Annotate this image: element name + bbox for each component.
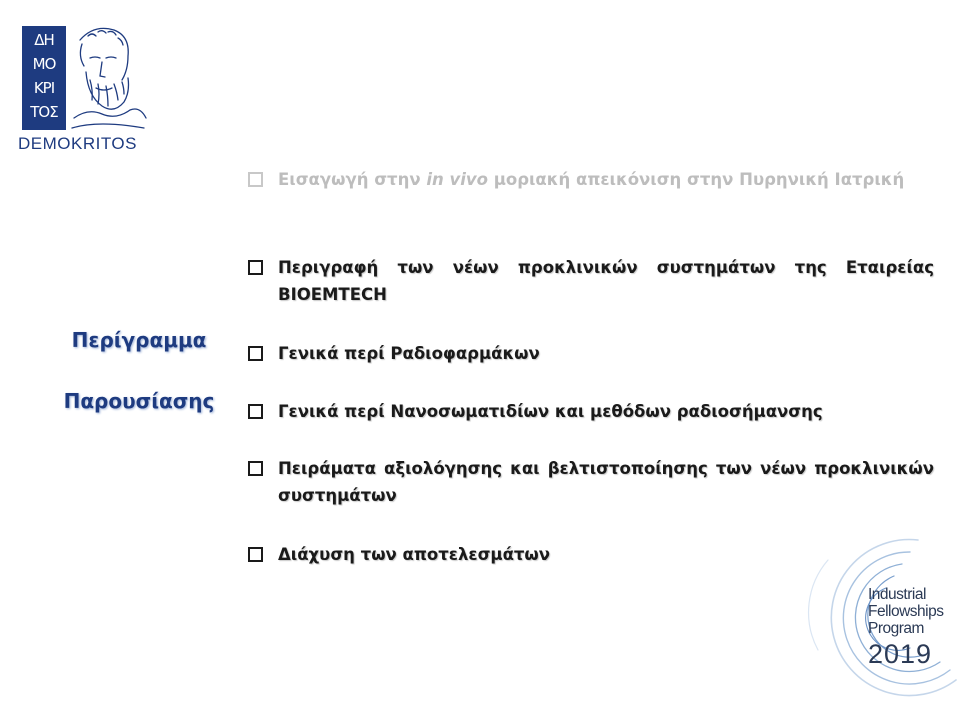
outline-item-text: Γενικά περί Νανοσωματιδίων και μεθόδων ραδιοσήμανσης xyxy=(278,402,823,421)
checkbox-bullet-icon xyxy=(248,260,263,275)
outline-item-text xyxy=(278,166,904,193)
outline-item-nanoparticles xyxy=(248,398,934,425)
outline-item-text: Γενικά περί Ραδιοφαρμάκων xyxy=(278,344,540,363)
logo-letters-row-2: ΜΟ xyxy=(32,55,56,73)
logo-letters-row-4: ΤΟΣ xyxy=(30,103,58,121)
demokritos-wordmark: DEMOKRITOS xyxy=(18,134,137,153)
section-title-line-2: Παρουσίασης xyxy=(63,389,215,413)
ifp-line-3: Program xyxy=(868,620,924,637)
logo-letters xyxy=(22,28,66,124)
ifp-line-1: Industrial xyxy=(868,586,926,603)
outline-item-text: Διάχυση των αποτελεσμάτων xyxy=(278,545,551,564)
outline-item-intro xyxy=(248,166,934,193)
logo-letters-row-1: ΔΗ xyxy=(34,31,54,49)
demokritos-logo xyxy=(18,22,148,152)
logo-letters-row-3: ΚΡΙ xyxy=(33,79,55,97)
outline-item-radiopharmaceuticals xyxy=(248,340,934,367)
outline-item-bioemtech xyxy=(248,254,934,308)
philosopher-bust-icon xyxy=(68,22,148,130)
outline-item-text: Περιγραφή των νέων προκλινικών συστημάτων της Εταιρείας BIOEMTECH xyxy=(278,258,934,304)
checkbox-bullet-icon xyxy=(248,547,263,562)
checkbox-bullet-icon xyxy=(248,404,263,419)
checkbox-bullet-icon xyxy=(248,346,263,361)
checkbox-bullet-icon xyxy=(248,461,263,476)
outline-item-text: Πειράματα αξιολόγησης και βελτιστοποίησης των νέων προκλινικών συστημάτων xyxy=(278,459,934,505)
ifp-program-name xyxy=(868,586,943,637)
section-title-line-1: Περίγραμμα xyxy=(71,328,207,352)
outline-item-text-pre: Εισαγωγή στην xyxy=(278,170,427,189)
ifp-year: 2019 xyxy=(868,639,933,669)
outline-item-text-post: μοριακή απεικόνιση στην Πυρηνική Ιατρική xyxy=(487,170,905,189)
checkbox-bullet-icon xyxy=(248,172,263,187)
outline-item-experiments xyxy=(248,455,934,509)
ifp-line-2: Fellowships xyxy=(868,603,944,620)
outline-item-text-emphasis: in vivo xyxy=(426,170,488,189)
